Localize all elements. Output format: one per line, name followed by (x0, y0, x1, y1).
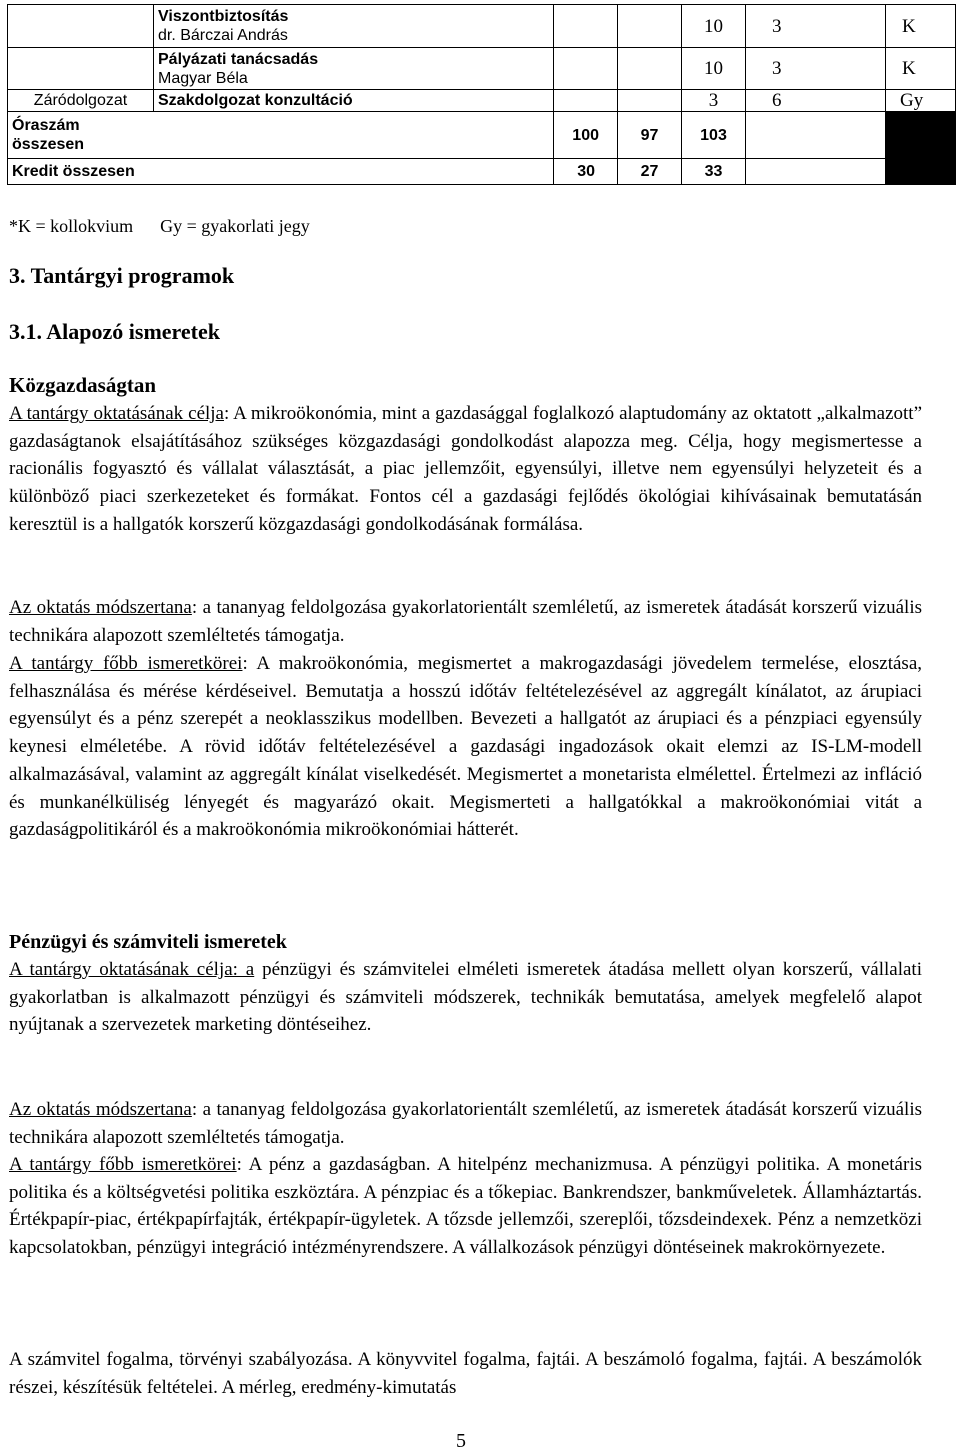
value-cell: K (886, 5, 956, 48)
aim-text: : A mikroökonómia, mint a gazdasággal foglalkozó alaptudomány az oktatott „alkalmazott” gazdaságtanok elsajátításához szükséges közgazdasági gondolkodást alapozza meg. Célja, hogy megismertesse a racionális fogyasztó és vállalat választását, a piac jellemzőit, egyensúlyi, illetve nem egyensúlyi helyzeteit és a különböző piaci szerkezeteket és formákat. Fontos cél a gazdasági fejlődés ökológiai kihívásainak bemutatásán keresztül is a hallgatók korszerű közgazdasági gondolkodásának formálása. (9, 403, 922, 535)
subject-name: Szakdolgozat konzultáció (154, 90, 554, 112)
hours-value: 97 (618, 112, 682, 159)
empty-cell (746, 159, 886, 185)
method-label: Az oktatás módszertana (9, 597, 192, 618)
empty-cell (746, 112, 886, 159)
table-row (8, 48, 956, 90)
value-cell: 3 (682, 90, 746, 112)
page-number: 5 (456, 1430, 466, 1452)
topics-label: A tantárgy főbb ismeretkörei (9, 1154, 237, 1175)
teacher-name: dr. Bárczai András (158, 27, 288, 44)
row-lead-cell: Záródolgozat (8, 90, 154, 112)
course-topics (9, 650, 922, 844)
teacher-name: Magyar Béla (158, 69, 248, 87)
value-cell: 10 (682, 5, 746, 48)
accounting-paragraph: A számvitel fogalma, törvényi szabályozása. A könyvvitel fogalma, fajtái. A beszámoló fogalma, fajtái. A beszámolók részei, készítésük feltételei. A mérleg, eredmény-kimutatás (9, 1349, 922, 1398)
aim-label: A tantárgy oktatásának célja (9, 403, 224, 424)
method-text: : a tananyag feldolgozása gyakorlatorientált szemléletű, az ismeretek átadását korszerű vizuális technikára alapozott szemléltetés támogatja. (9, 1099, 922, 1148)
credits-value: 33 (682, 159, 746, 185)
value-cell: 10 (682, 48, 746, 90)
course-aim (9, 956, 922, 1039)
hours-label: összesen (12, 136, 85, 153)
legend (9, 214, 310, 238)
section-title: 3. Tantárgyi programok (9, 263, 235, 288)
hours-label-cell (8, 112, 554, 159)
course-topics (9, 1151, 922, 1262)
table-row (8, 159, 956, 185)
hours-value: 103 (682, 112, 746, 159)
method-label: Az oktatás módszertana (9, 1099, 192, 1120)
table-row (8, 90, 956, 112)
course-title: Közgazdaságtan (9, 373, 156, 397)
legend-k: *K = kollokvium (9, 216, 134, 236)
value-cell: Gy (886, 90, 956, 112)
hours-label: Óraszám (12, 117, 80, 134)
subject-name: Viszontbiztosítás (158, 8, 289, 25)
topics-text: : A makroökonómia, megismertet a makrogazdasági jövedelem termelése, elosztása, felhasználása és mérése kérdéseivel. Bemutatja a hosszú időtáv feltételezésével az aggregált kínálatot, az árupiaci egyensúlyt és a pénz szerepét a neoklasszikus modellben. Bevezeti a hallgatót az árupiaci és a pénzpiaci egyensúly keynesi elméletébe. A rövid időtáv feltételezésével a gazdasági ingadozások okait elemzi az IS-LM-modell alkalmazásával, valamint az aggregált kínálat viselkedését. Megismertet a monetarista elmélettel. Értelmezi az infláció és munkanélküliség lényegét és magyarázó okait. Megismerteti a hallgatókkal a makroökonómiai vitát a gazdaságpolitikáról és a makroökonómia mikroökonómiai hátterét. (9, 653, 923, 841)
table-row (8, 112, 956, 159)
method-text: : a tananyag feldolgozása gyakorlatorientált szemléletű, az ismeretek átadását korszerű vizuális technikára alapozott szemléltetés támogatja. (9, 597, 922, 646)
topics-text: : A pénz a gazdaságban. A hitelpénz mechanizmusa. A pénzügyi politika. A monetáris politika és a költségvetési politika eszköztára. A pénzpiac és a tőkepiac. Bankrendszer, bankműveletek. Államháztartás. Értékpapír-piac, értékpapírfajták, értékpapír-ügyletek. A tőzsde jellemzői, szereplői, tőzsdeindexek. Pénz a nemzetközi kapcsolatokban, pénzügyi integráció intézményrendszere. A vállalkozások pénzügyi döntéseinek makrokörnyezete. (9, 1154, 922, 1259)
topics-label: A tantárgy főbb ismeretkörei (9, 653, 243, 674)
value-cell: K (886, 48, 956, 90)
row-lead-cell (8, 5, 154, 48)
hours-value: 100 (554, 112, 618, 159)
subject-name: Pályázati tanácsadás (158, 50, 319, 68)
value-cell: 6 (746, 90, 886, 112)
table-row (8, 5, 956, 48)
course-method (9, 1096, 922, 1151)
subject-cell (154, 5, 554, 48)
credits-value: 30 (554, 159, 618, 185)
subsection-title: 3.1. Alapozó ismeretek (9, 319, 221, 344)
value-cell: 3 (746, 48, 886, 90)
course-method (9, 594, 922, 649)
credits-label: Kredit összesen (8, 159, 554, 185)
aim-text: pénzügyi és számvitelei elméleti ismeretek átadása mellett olyan korszerű, vállalati gyakorlatban is alkalmazott pénzügyi és számviteli módszerek, technikák bemutatása, amelyek megfelelő alapot nyújtanak a szervezetek marketing döntéseihez. (9, 959, 922, 1036)
course-title: Pénzügyi és számviteli ismeretek (9, 931, 287, 953)
subject-cell (154, 48, 554, 90)
shaded-cell (886, 112, 956, 159)
aim-label: A tantárgy oktatásának célja: a (9, 959, 255, 980)
legend-gy: Gy = gyakorlati jegy (160, 216, 310, 236)
credits-value: 27 (618, 159, 682, 185)
course-aim (9, 400, 922, 539)
value-cell: 3 (746, 5, 886, 48)
shaded-cell (886, 159, 956, 185)
curriculum-table (7, 4, 956, 185)
row-lead-cell (8, 48, 154, 90)
